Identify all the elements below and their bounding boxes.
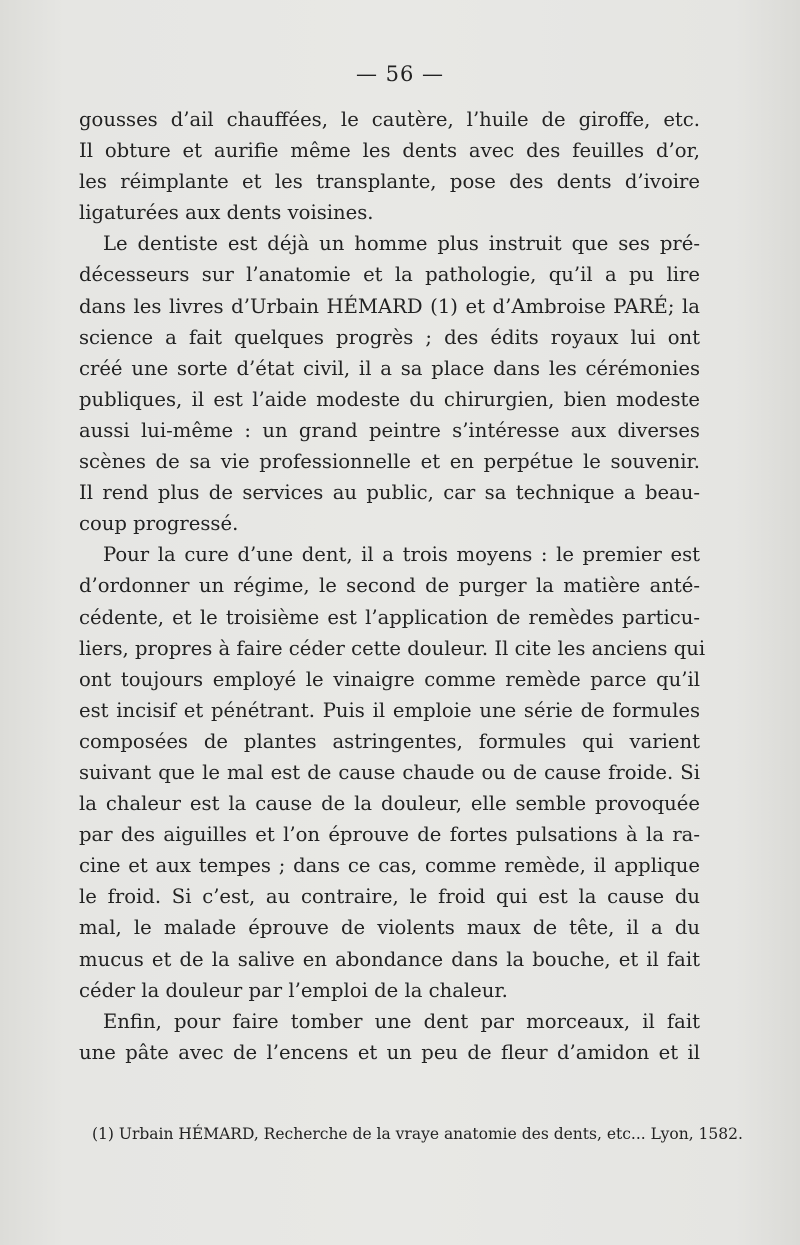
text-line: mal, le malade éprouve de violents maux de tête, il a du [79,916,700,940]
text-line: une pâte avec de l’encens et un peu de fleur d’amidon et il [79,1040,700,1064]
text-line: la chaleur est la cause de la douleur, elle semble provoquée [79,792,700,816]
text-line: le froid. Si c’est, au contraire, le froid qui est la cause du [79,885,700,909]
text-line: science a fait quelques progrès ; des édits royaux lui ont [79,325,700,349]
text-line: ont toujours employé le vinaigre comme remède parce qu’il [79,667,700,691]
text-line: composées de plantes astringentes, formules qui varient [79,729,700,753]
text-line: Enfin, pour faire tomber une dent par morceaux, il fait [103,1009,700,1033]
text-line: créé une sorte d’état civil, il a sa place dans les cérémonies [79,356,700,380]
text-line: les réimplante et les transplante, pose des dents d’ivoire [79,170,700,194]
text-line: suivant que le mal est de cause chaude ou de cause froide. Si [79,760,700,784]
text-line: liers, propres à faire céder cette douleur. Il cite les anciens qui [79,636,706,660]
text-line: céder la douleur par l’emploi de la chaleur. [79,978,508,1002]
text-line: cine et aux tempes ; dans ce cas, comme remède, il applique [79,854,700,878]
text-line: d’ordonner un régime, le second de purger la matière anté- [79,574,700,598]
text-line: publiques, il est l’aide modeste du chirurgien, bien modeste [79,387,700,411]
text-line: Il obture et aurifie même les dents avec des feuilles d’or, [79,139,700,163]
text-line: ligaturées aux dents voisines. [79,201,374,225]
text-line: scènes de sa vie professionnelle et en perpétue le souvenir. [79,450,700,474]
text-line: est incisif et pénétrant. Puis il emploie une série de formules [79,698,700,722]
text-line: dans les livres d’Urbain HÉMARD (1) et d’Ambroise PARÉ; la [79,294,700,318]
text-line: coup progressé. [79,512,239,536]
footnote: (1) Urbain HÉMARD, Recherche de la vraye anatomie des dents, etc... Lyon, 1582. [92,1125,743,1143]
text-line: aussi lui-même : un grand peintre s’intéresse aux diverses [79,418,700,442]
text-line: Le dentiste est déjà un homme plus instruit que ses pré- [103,232,700,256]
text-line: mucus et de la salive en abondance dans la bouche, et il fait [79,947,700,971]
text-line: Il rend plus de services au public, car sa technique a beau- [79,481,700,505]
page-number: — 56 — [355,62,445,86]
text-line: gousses d’ail chauffées, le cautère, l’huile de giroffe, etc. [79,108,700,131]
text-line: Pour la cure d’une dent, il a trois moyens : le premier est [103,543,700,567]
text-line: par des aiguilles et l’on éprouve de fortes pulsations à la ra- [79,823,700,847]
text-line: décesseurs sur l’anatomie et la pathologie, qu’il a pu lire [79,263,700,287]
body-text [79,104,706,1068]
text-line: cédente, et le troisième est l’application de remèdes particu- [79,605,700,629]
